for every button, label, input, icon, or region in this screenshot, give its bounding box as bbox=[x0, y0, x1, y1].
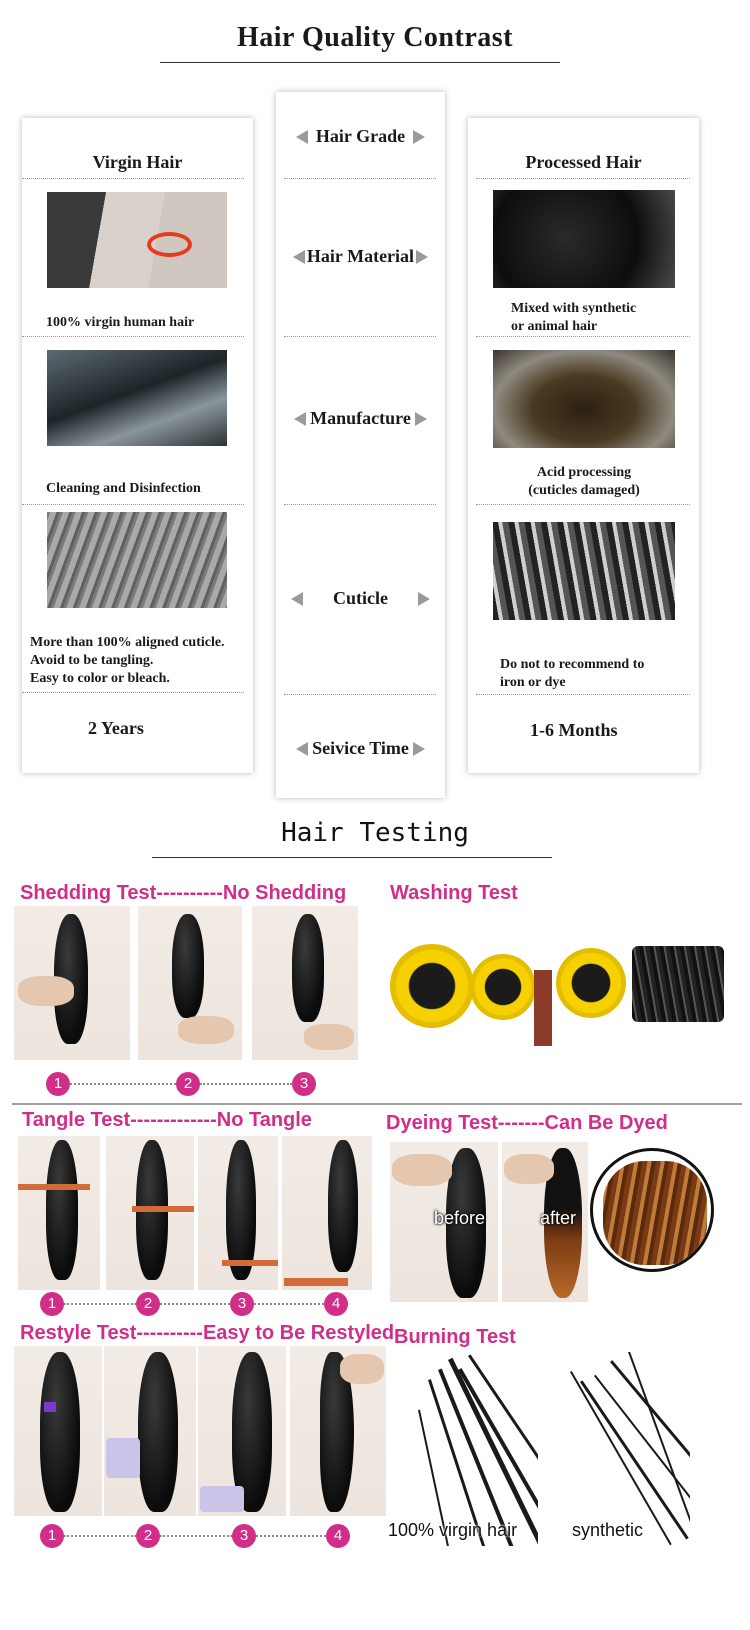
restyle-photo-2 bbox=[104, 1346, 196, 1516]
row-divider bbox=[284, 336, 436, 337]
arrow-left-icon bbox=[296, 130, 308, 144]
hand bbox=[18, 976, 74, 1006]
yellow-bowl bbox=[390, 944, 474, 1028]
cuticle-line: Avoid to be tangling. bbox=[30, 653, 154, 668]
arrow-right-icon bbox=[418, 592, 430, 606]
arrow-left-icon bbox=[293, 250, 305, 264]
step-connector bbox=[254, 1303, 324, 1305]
burning-test-label: Burning Test bbox=[394, 1326, 516, 1348]
criterion-label: Manufacture bbox=[310, 408, 411, 428]
arrow-left-icon bbox=[291, 592, 303, 606]
tangle-photo-3 bbox=[198, 1136, 278, 1290]
comb bbox=[18, 1184, 90, 1190]
synthetic-caption: synthetic bbox=[572, 1520, 644, 1540]
hair-weft bbox=[632, 946, 724, 1022]
step-4: 4 bbox=[324, 1292, 348, 1316]
row-divider bbox=[476, 694, 690, 695]
virgin-manufacture-caption: Cleaning and Disinfection bbox=[46, 481, 201, 496]
hair-bundle bbox=[292, 914, 324, 1022]
arrow-right-icon bbox=[413, 742, 425, 756]
hair-tool bbox=[200, 1486, 244, 1512]
cuticle-line: More than 100% aligned cuticle. bbox=[30, 635, 225, 650]
dyed-hair-zoom-circle bbox=[590, 1148, 714, 1272]
criterion-label: Hair Grade bbox=[315, 126, 406, 146]
dyeing-test-label: Dyeing Test-------Can Be Dyed bbox=[386, 1112, 668, 1134]
damaged-cuticle-photo bbox=[493, 522, 675, 620]
step-2: 2 bbox=[136, 1524, 160, 1548]
step-1: 1 bbox=[40, 1292, 64, 1316]
hair-strand bbox=[448, 1358, 538, 1546]
step-1: 1 bbox=[40, 1524, 64, 1548]
processed-hair-panel bbox=[468, 118, 699, 773]
tangle-photo-2 bbox=[106, 1136, 194, 1290]
step-2: 2 bbox=[136, 1292, 160, 1316]
processed-cuticle-caption bbox=[500, 656, 644, 692]
restyle-photo-3 bbox=[198, 1346, 286, 1516]
criterion-label: Cuticle bbox=[333, 588, 388, 608]
after-label: after bbox=[540, 1208, 577, 1228]
criterion-label: Seivice Time bbox=[312, 738, 409, 758]
tangle-steps bbox=[40, 1292, 350, 1316]
shedding-photo-3 bbox=[252, 906, 358, 1060]
processed-hair-heading: Processed Hair bbox=[525, 152, 642, 172]
virgin-hair-heading: Virgin Hair bbox=[92, 152, 183, 172]
arrow-right-icon bbox=[416, 250, 428, 264]
caption-line: Acid processing bbox=[536, 465, 632, 480]
processed-manufacture-caption bbox=[493, 464, 675, 500]
row-divider bbox=[284, 694, 436, 695]
scissors-icon bbox=[147, 232, 192, 257]
washing-photo-strip bbox=[388, 930, 626, 1046]
tangle-test-label: Tangle Test-------------No Tangle bbox=[22, 1109, 312, 1131]
hand bbox=[304, 1024, 354, 1050]
hand bbox=[504, 1154, 554, 1184]
virgin-cuticle-caption bbox=[30, 634, 225, 688]
criterion-manufacture bbox=[276, 408, 445, 429]
caption-line: Mixed with synthetic bbox=[511, 301, 637, 316]
section-divider bbox=[12, 1103, 742, 1105]
virgin-material-caption: 100% virgin human hair bbox=[46, 315, 195, 330]
brown-strip bbox=[534, 970, 552, 1046]
virgin-hair-cutting-photo bbox=[47, 192, 227, 288]
burning-synthetic-photo bbox=[540, 1352, 690, 1548]
tangle-photo-4 bbox=[282, 1136, 372, 1290]
criterion-hair-material bbox=[276, 246, 445, 267]
restyle-steps bbox=[40, 1524, 358, 1548]
step-3: 3 bbox=[292, 1072, 316, 1096]
step-connector bbox=[64, 1303, 136, 1305]
criterion-service-time bbox=[276, 738, 445, 759]
shedding-test-label: Shedding Test----------No Shedding bbox=[20, 882, 347, 904]
caption-line: iron or dye bbox=[500, 675, 566, 690]
washing-test-label: Washing Test bbox=[390, 882, 518, 904]
washed-hair-weft bbox=[628, 940, 728, 1028]
hair-tool bbox=[106, 1438, 140, 1478]
hand bbox=[340, 1354, 384, 1384]
purple-band bbox=[44, 1402, 56, 1412]
step-connector bbox=[160, 1303, 230, 1305]
contrast-title-rule bbox=[160, 62, 560, 63]
hand bbox=[392, 1154, 452, 1186]
shedding-photo-2 bbox=[138, 906, 242, 1060]
yellow-bowl bbox=[470, 954, 536, 1020]
cuticle-line: Easy to color or bleach. bbox=[30, 671, 170, 686]
step-connector bbox=[256, 1535, 326, 1537]
step-3: 3 bbox=[232, 1524, 256, 1548]
tangle-photo-1 bbox=[18, 1136, 100, 1290]
arrow-right-icon bbox=[415, 412, 427, 426]
hair-strand bbox=[580, 1380, 689, 1539]
virgin-cuticle-photo bbox=[47, 512, 227, 608]
criterion-label: Hair Material bbox=[306, 246, 415, 266]
arrow-right-icon bbox=[413, 130, 425, 144]
row-divider bbox=[22, 692, 244, 693]
row-divider bbox=[284, 504, 436, 505]
dyed-hair-closeup bbox=[603, 1161, 707, 1265]
criterion-cuticle bbox=[276, 588, 445, 609]
restyle-test-label: Restyle Test----------Easy to Be Restyled bbox=[20, 1322, 395, 1344]
shedding-steps bbox=[46, 1072, 316, 1096]
burning-virgin-photo bbox=[388, 1350, 538, 1546]
step-3: 3 bbox=[230, 1292, 254, 1316]
virgin-cleaning-photo bbox=[47, 350, 227, 446]
contrast-title: Hair Quality Contrast bbox=[237, 22, 513, 53]
step-connector bbox=[70, 1083, 176, 1085]
arrow-left-icon bbox=[294, 412, 306, 426]
step-connector bbox=[200, 1083, 292, 1085]
hair-bundle bbox=[172, 914, 204, 1018]
step-1: 1 bbox=[46, 1072, 70, 1096]
row-divider bbox=[284, 178, 436, 179]
hand bbox=[178, 1016, 234, 1044]
step-connector bbox=[160, 1535, 232, 1537]
comb bbox=[284, 1278, 348, 1286]
processed-material-caption bbox=[511, 300, 636, 336]
row-divider bbox=[476, 336, 690, 337]
virgin-hair-panel bbox=[22, 118, 253, 773]
criterion-hair-grade bbox=[276, 126, 445, 147]
processed-service-time: 1-6 Months bbox=[530, 720, 618, 740]
testing-title-rule bbox=[152, 857, 552, 858]
shedding-photo-1 bbox=[14, 906, 130, 1060]
row-divider bbox=[476, 504, 690, 505]
caption-line: or animal hair bbox=[511, 319, 598, 334]
step-connector bbox=[64, 1535, 136, 1537]
step-2: 2 bbox=[176, 1072, 200, 1096]
row-divider bbox=[22, 178, 244, 179]
virgin-hair-caption: 100% virgin hair bbox=[388, 1520, 518, 1540]
testing-title: Hair Testing bbox=[281, 818, 469, 848]
hair-bundle bbox=[46, 1140, 78, 1280]
caption-line: (cuticles damaged) bbox=[528, 483, 640, 498]
step-4: 4 bbox=[326, 1524, 350, 1548]
hair-bundle bbox=[40, 1352, 80, 1512]
processed-hair-photo bbox=[493, 190, 675, 288]
row-divider bbox=[22, 504, 244, 505]
virgin-service-time: 2 Years bbox=[88, 718, 144, 738]
criteria-column bbox=[276, 92, 445, 798]
acid-processing-photo bbox=[493, 350, 675, 448]
caption-line: Do not to recommend to bbox=[500, 657, 645, 672]
before-label: before bbox=[434, 1208, 486, 1228]
row-divider bbox=[22, 336, 244, 337]
restyle-photo-1 bbox=[14, 1346, 102, 1516]
hair-bundle bbox=[328, 1140, 358, 1272]
yellow-bowl bbox=[556, 948, 626, 1018]
comb bbox=[132, 1206, 194, 1212]
comb bbox=[222, 1260, 278, 1266]
row-divider bbox=[476, 178, 690, 179]
hair-bundle bbox=[226, 1140, 256, 1280]
hair-bundle bbox=[138, 1352, 178, 1512]
restyle-photo-4 bbox=[290, 1346, 386, 1516]
arrow-left-icon bbox=[296, 742, 308, 756]
